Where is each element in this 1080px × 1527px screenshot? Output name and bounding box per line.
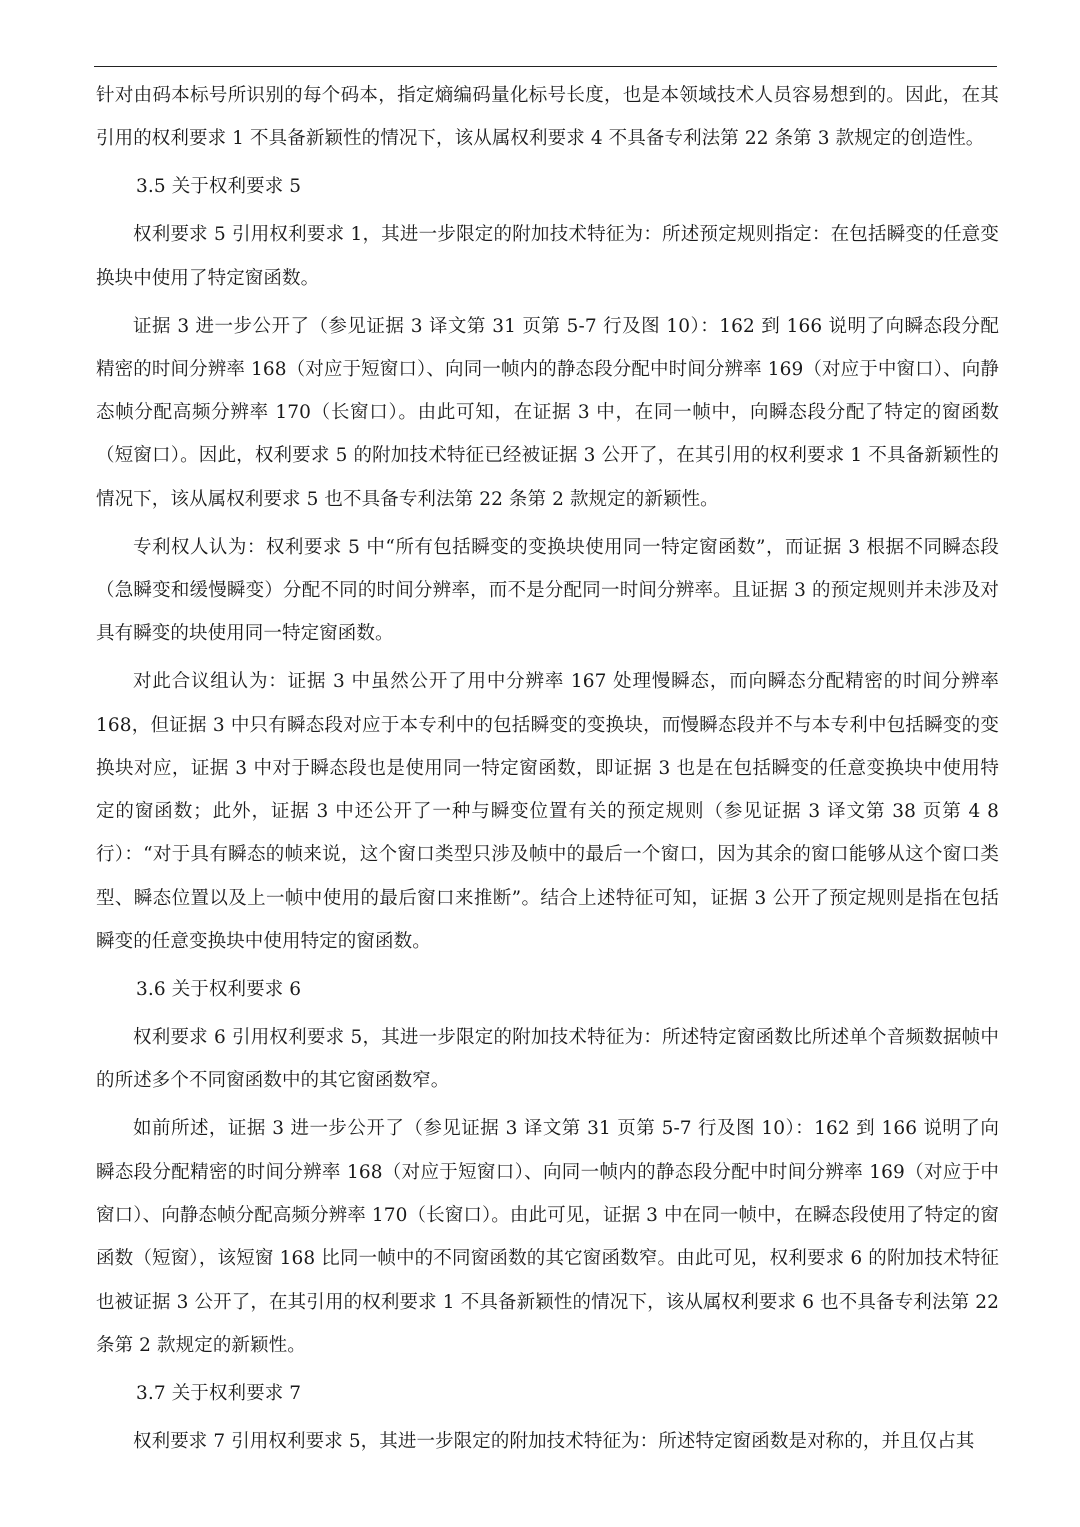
paragraph-patentee-argument: 专利权人认为：权利要求 5 中“所有包括瞬变的变换块使用同一特定窗函数”，而证据 3 根据不同瞬态段（急瞬变和缓慢瞬变）分配不同的时间分辨率，而不是分配同一时间分辨率。且证据 3 的预定规则并未涉及对具有瞬变的块使用同一特定窗函数。 bbox=[96, 536, 999, 645]
paragraph-claim5-feature: 权利要求 5 引用权利要求 1，其进一步限定的附加技术特征为：所述预定规则指定：在包括瞬变的任意变换块中使用了特定窗函数。 bbox=[96, 224, 999, 289]
paragraph-claim4-conclusion: 针对由码本标号所识别的每个码本，指定熵编码量化标号长度，也是本领域技术人员容易想到的。因此，在其引用的权利要求 1 不具备新颖性的情况下，该从属权利要求 4 不具备专利法第 22 条第 3 款规定的创造性。 bbox=[96, 85, 999, 150]
header-rule bbox=[94, 66, 997, 67]
paragraph-panel-opinion: 对此合议组认为：证据 3 中虽然公开了用中分辨率 167 处理慢瞬态，而向瞬态分配精密的时间分辨率 168，但证据 3 中只有瞬态段对应于本专利中的包括瞬变的变换块，而慢瞬态段并不与本专利中包括瞬变的变换块对应，证据 3 中对于瞬态段也是使用同一特定窗函数，即证据 3 也是在包括瞬变的任意变换块中使用特定的窗函数；此外，证据 3 中还公开了一种与瞬变位置有关的预定规则（参见证据 3 译文第 38 页第 4 8 行）：“对于具有瞬态的帧来说，这个窗口类型只涉及帧中的最后一个窗口，因为其余的窗口能够从这个窗口类型、瞬态位置以及上一帧中使用的最后窗口来推断”。结合上述特征可知，证据 3 公开了预定规则是指在包括瞬变的任意变换块中使用特定的窗函数。 bbox=[96, 671, 999, 953]
paragraph-claim6-feature: 权利要求 6 引用权利要求 5，其进一步限定的附加技术特征为：所述特定窗函数比所述单个音频数据帧中的所述多个不同窗函数中的其它窗函数窄。 bbox=[96, 1027, 999, 1092]
section-heading-3-5: 3.5 关于权利要求 5 bbox=[136, 176, 302, 198]
document-body bbox=[96, 74, 999, 1468]
section-heading-3-7: 3.7 关于权利要求 7 bbox=[136, 1382, 302, 1404]
paragraph-evidence3-disclosure: 证据 3 进一步公开了（参见证据 3 译文第 31 页第 5-7 行及图 10）：162 到 166 说明了向瞬态段分配精密的时间分辨率 168（对应于短窗口）、向同一帧内的静态段分配中时间分辨率 169（对应于中窗口）、向静态帧分配高频分辨率 170（长窗口）。由此可知，在证据 3 中，在同一帧中，向瞬态段分配了特定的窗函数（短窗口）。因此，权利要求 5 的附加技术特征已经被证据 3 公开了，在其引用的权利要求 1 不具备新颖性的情况下，该从属权利要求 5 也不具备专利法第 22 条第 2 款规定的新颖性。 bbox=[96, 315, 999, 510]
section-heading-3-6: 3.6 关于权利要求 6 bbox=[136, 979, 302, 1001]
paragraph-claim7-feature: 权利要求 7 引用权利要求 5，其进一步限定的附加技术特征为：所述特定窗函数是对称的，并且仅占其 bbox=[133, 1430, 975, 1452]
paragraph-claim6-analysis: 如前所述，证据 3 进一步公开了（参见证据 3 译文第 31 页第 5-7 行及图 10）：162 到 166 说明了向瞬态段分配精密的时间分辨率 168（对应于短窗口）、向同一帧内的静态段分配中时间分辨率 169（对应于中窗口）、向静态帧分配高频分辨率 170（长窗口）。由此可见，证据 3 中在同一帧中，在瞬态段使用了特定的窗函数（短窗），该短窗 168 比同一帧中的不同窗函数的其它窗函数窄。由此可见，权利要求 6 的附加技术特征也被证据 3 公开了，在其引用的权利要求 1 不具备新颖性的情况下，该从属权利要求 6 也不具备专利法第 22 条第 2 款规定的新颖性。 bbox=[96, 1118, 999, 1356]
